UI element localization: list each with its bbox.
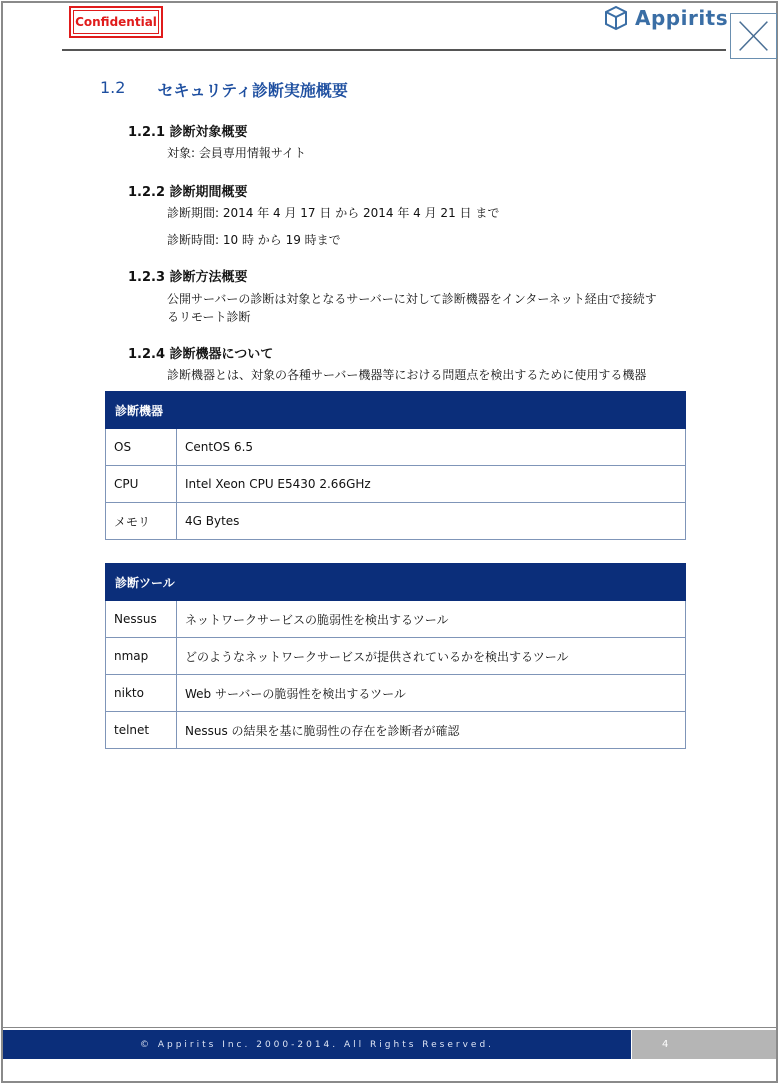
subsection-heading: 1.2.4 診断機器について xyxy=(128,347,274,362)
close-button[interactable] xyxy=(730,13,777,59)
confidential-label: Confidential xyxy=(73,10,159,34)
table-value: ネットワークサービスの脆弱性を検出するツール xyxy=(177,601,686,638)
table-header: 診断ツール xyxy=(106,564,686,601)
cube-logo-icon xyxy=(603,5,629,31)
equipment-table xyxy=(105,391,686,540)
subsection-text: 診断時間: 10 時 から 19 時まで xyxy=(167,233,341,247)
table-row xyxy=(106,503,686,540)
page-number: 4 xyxy=(632,1030,776,1059)
subsection-heading: 1.2.1 診断対象概要 xyxy=(128,125,248,140)
table-value: CentOS 6.5 xyxy=(177,429,686,466)
subsection-text: 公開サーバーの診断は対象となるサーバーに対して診断機器をインターネット経由で接続す xyxy=(167,292,657,306)
table-key: nikto xyxy=(106,675,177,712)
footer-copyright: © Appirits Inc. 2000-2014. All Rights Reserved. xyxy=(3,1030,631,1059)
table-key: メモリ xyxy=(106,503,177,540)
company-logo xyxy=(603,4,728,32)
subsection-text: 診断期間: 2014 年 4 月 17 日 から 2014 年 4 月 21 日 まで xyxy=(167,206,500,220)
table-row xyxy=(106,601,686,638)
table-key: telnet xyxy=(106,712,177,749)
footer-divider xyxy=(3,1027,776,1028)
table-header: 診断機器 xyxy=(106,392,686,429)
table-value: Intel Xeon CPU E5430 2.66GHz xyxy=(177,466,686,503)
subsection-text: るリモート診断 xyxy=(167,310,251,324)
table-row xyxy=(106,429,686,466)
table-row xyxy=(106,466,686,503)
table-row xyxy=(106,638,686,675)
table-row xyxy=(106,712,686,749)
confidential-stamp xyxy=(69,6,163,38)
table-value: Web サーバーの脆弱性を検出するツール xyxy=(177,675,686,712)
table-key: nmap xyxy=(106,638,177,675)
logo-text: Appirits xyxy=(635,6,729,30)
table-row xyxy=(106,675,686,712)
section-title xyxy=(100,78,348,101)
close-icon xyxy=(731,14,776,58)
tools-table xyxy=(105,563,686,749)
header-divider xyxy=(62,49,726,51)
subsection-heading: 1.2.2 診断期間概要 xyxy=(128,185,248,200)
table-value: 4G Bytes xyxy=(177,503,686,540)
subsection-heading: 1.2.3 診断方法概要 xyxy=(128,270,248,285)
table-key: OS xyxy=(106,429,177,466)
page-frame xyxy=(1,1,778,1083)
subsection-text: 対象: 会員専用情報サイト xyxy=(167,146,307,160)
table-key: CPU xyxy=(106,466,177,503)
section-number: 1.2 xyxy=(100,78,126,97)
subsection-text: 診断機器とは、対象の各種サーバー機器等における問題点を検出するために使用する機器 xyxy=(167,368,647,382)
table-value: Nessus の結果を基に脆弱性の存在を診断者が確認 xyxy=(177,712,686,749)
section-heading: セキュリティ診断実施概要 xyxy=(157,81,348,100)
table-value: どのようなネットワークサービスが提供されているかを検出するツール xyxy=(177,638,686,675)
table-key: Nessus xyxy=(106,601,177,638)
